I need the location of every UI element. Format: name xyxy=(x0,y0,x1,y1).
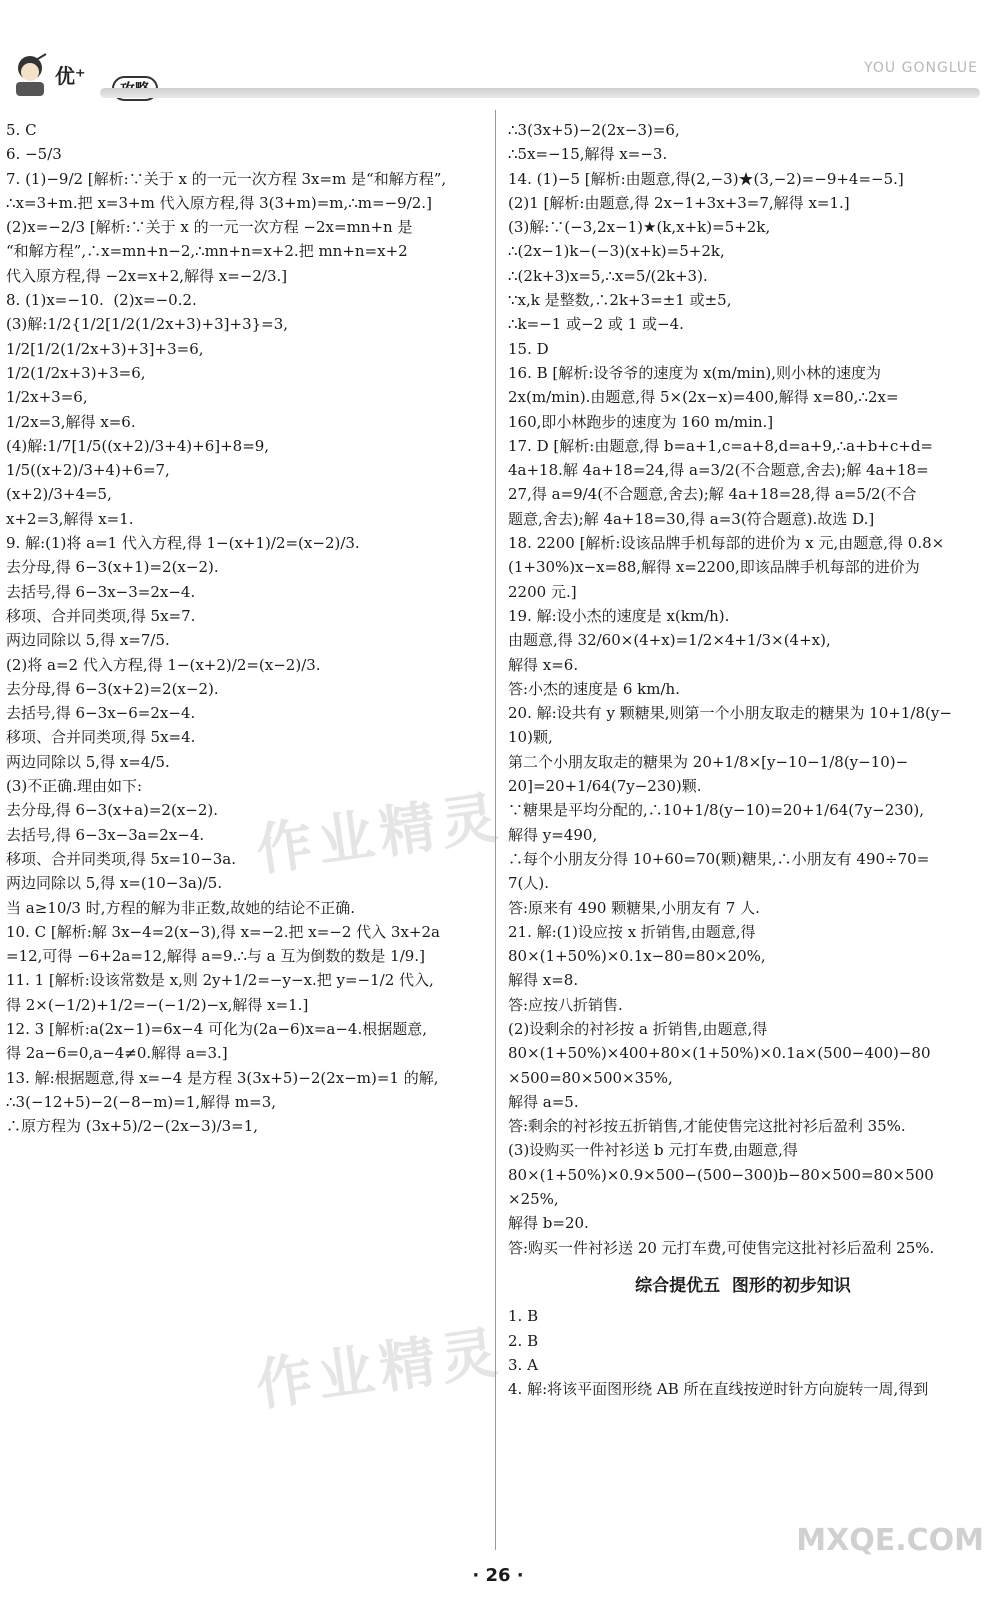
answer-line: 去分母,得 6−3(x+2)=2(x−2). xyxy=(6,679,219,698)
answer-line: 13. 解:根据题意,得 x=−4 是方程 3(3x+5)−2(2x−m)=1 的解, xyxy=(6,1068,439,1087)
answer-line: 1/2(1/2x+3)+3=6, xyxy=(6,363,146,382)
answer-line: 答:小杰的速度是 6 km/h. xyxy=(508,679,680,698)
answer-line: ×25%, xyxy=(508,1190,559,1209)
answer-line: 去括号,得 6−3x−3a=2x−4. xyxy=(6,825,205,844)
answer-line: 10. C [解析:解 3x−4=2(x−3),得 x=−2.把 x=−2 代入 3x+2a xyxy=(6,922,440,941)
answer-line: ∴每个小朋友分得 10+60=70(颗)糖果,∴小朋友有 490÷70= xyxy=(508,849,930,868)
answer-line: ∴3(3x+5)−2(2x−3)=6, xyxy=(508,121,680,139)
answer-line: 3. A xyxy=(508,1355,538,1374)
answer-line: ∴k=−1 或−2 或 1 或−4. xyxy=(508,315,684,334)
answer-line: 两边同除以 5,得 x=4/5. xyxy=(6,752,170,771)
answer-line: 移项、合并同类项,得 5x=7. xyxy=(6,606,196,625)
answer-line: 题意,舍去);解 4a+18=30,得 a=3(符合题意).故选 D.] xyxy=(508,509,875,528)
answer-line: ∵糖果是平均分配的,∴10+1/8(y−10)=20+1/64(7y−230), xyxy=(508,801,924,820)
answer-line: 去括号,得 6−3x−6=2x−4. xyxy=(6,704,196,723)
answer-line: 答:应按八折销售. xyxy=(508,995,623,1014)
answer-line: (2)设剩余的衬衫按 a 折销售,由题意,得 xyxy=(508,1019,768,1038)
answer-line: 4a+18.解 4a+18=24,得 a=3/2(不合题意,舍去);解 4a+18= xyxy=(508,461,929,480)
answer-line: 9. 解:(1)将 a=1 代入方程,得 1−(x+1)/2=(x−2)/3. xyxy=(6,534,360,553)
answer-line: 80×(1+50%)×0.9×500−(500−300)b−80×500=80×500 xyxy=(508,1165,934,1184)
answer-line: 1. B xyxy=(508,1307,539,1326)
answer-line: ∴(2x−1)k−(−3)(x+k)=5+2k, xyxy=(508,242,725,261)
left-column xyxy=(6,118,484,1138)
answer-line: 16. B [解析:设爷爷的速度为 x(m/min),则小林的速度为 xyxy=(508,363,881,382)
answer-line: 2x(m/min).由题意,得 5×(2x−x)=400,解得 x=80,∴2x= xyxy=(508,388,899,407)
answer-line: (x+2)/3+4=5, xyxy=(6,485,112,504)
answer-line: 7(人). xyxy=(508,874,550,893)
column-divider xyxy=(495,110,496,1550)
answer-line: (2)将 a=2 代入方程,得 1−(x+2)/2=(x−2)/3. xyxy=(6,655,321,674)
header-rule xyxy=(100,88,980,98)
answer-line: 80×(1+50%)×400+80×(1+50%)×0.1a×(500−400)−80 xyxy=(508,1044,931,1063)
answer-line: 代入原方程,得 −2x=x+2,解得 x=−2/3.] xyxy=(6,266,288,285)
answer-line: (4)解:1/7[1/5((x+2)/3+4)+6]+8=9, xyxy=(6,436,270,455)
answer-line: 4. 解:将该平面图形绕 AB 所在直线按逆时针方向旋转一周,得到 xyxy=(508,1380,929,1399)
answer-line: 6. −5/3 xyxy=(6,145,62,164)
answer-line: 11. 1 [解析:设该常数是 x,则 2y+1/2=−y−x.把 y=−1/2 代入, xyxy=(6,971,434,990)
answer-line: 2. B xyxy=(508,1331,539,1350)
answer-line: (3)解:∵(−3,2x−1)★(k,x+k)=5+2k, xyxy=(508,218,771,237)
answer-line: 14. (1)−5 [解析:由题意,得(2,−3)★(3,−2)=−9+4=−5.] xyxy=(508,169,904,188)
answer-line: 1/2x+3=6, xyxy=(6,388,88,407)
answer-line: x+2=3,解得 x=1. xyxy=(6,509,134,528)
answer-line: 7. (1)−9/2 [解析:∵关于 x 的一元一次方程 3x=m 是“和解方程”, xyxy=(6,169,447,188)
brand-title: 优⁺ xyxy=(55,64,86,88)
answer-line: 当 a≥10/3 时,方程的解为非正数,故她的结论不正确. xyxy=(6,898,356,917)
answer-line: 2200 元.] xyxy=(508,582,577,601)
answer-line: 解得 x=8. xyxy=(508,971,579,990)
answer-line: 去括号,得 6−3x−3=2x−4. xyxy=(6,582,196,601)
answer-line: 1/2x=3,解得 x=6. xyxy=(6,412,136,431)
answer-line: 解得 y=490, xyxy=(508,825,598,844)
answer-line: 1/2[1/2(1/2x+3)+3]+3=6, xyxy=(6,339,204,358)
answer-line: 8. (1)x=−10. (2)x=−0.2. xyxy=(6,291,197,310)
answer-line: 1/5((x+2)/3+4)+6=7, xyxy=(6,461,170,480)
right-column xyxy=(508,118,978,1401)
answer-line: 解得 b=20. xyxy=(508,1214,589,1233)
answer-line: =12,可得 −6+2a=12,解得 a=9.∴与 a 互为倒数的数是 1/9.] xyxy=(6,947,425,966)
answer-line: 27,得 a=9/4(不合题意,舍去);解 4a+18=28,得 a=5/2(不合 xyxy=(508,485,917,504)
answer-line: 答:剩余的衬衫按五折销售,才能使售完这批衬衫后盈利 35%. xyxy=(508,1117,906,1136)
answer-line: 由题意,得 32/60×(4+x)=1/2×4+1/3×(4+x), xyxy=(508,631,831,650)
answer-line: ∴3(−12+5)−2(−8−m)=1,解得 m=3, xyxy=(6,1092,277,1111)
brand-latin: YOU GONGLUE xyxy=(864,60,978,76)
answer-line: 17. D [解析:由题意,得 b=a+1,c=a+8,d=a+9,∴a+b+c+d= xyxy=(508,436,934,455)
answer-line: 21. 解:(1)设应按 x 折销售,由题意,得 xyxy=(508,922,756,941)
answer-line: “和解方程”,∴x=mn+n−2,∴mn+n=x+2.把 mn+n=x+2 xyxy=(6,242,408,261)
answer-line: 答:原来有 490 颗糖果,小朋友有 7 人. xyxy=(508,898,760,917)
answer-line: (1+30%)x−x=88,解得 x=2200,即该品牌手机每部的进价为 xyxy=(508,558,920,577)
answer-line: 10)颗, xyxy=(508,728,553,747)
answer-line: 12. 3 [解析:a(2x−1)=6x−4 可化为(2a−6)x=a−4.根据题意, xyxy=(6,1019,427,1038)
answer-line: 答:购买一件衬衫送 20 元打车费,可使售完这批衬衫后盈利 25%. xyxy=(508,1238,935,1257)
answer-line: (2)1 [解析:由题意,得 2x−1+3x+3=7,解得 x=1.] xyxy=(508,193,850,212)
answer-line: ∴5x=−15,解得 x=−3. xyxy=(508,145,668,164)
page-header xyxy=(0,0,996,110)
watermark: 作业精灵 xyxy=(252,785,507,884)
answer-line: 移项、合并同类项,得 5x=10−3a. xyxy=(6,849,237,868)
answer-line: 20]=20+1/64(7y−230)颗. xyxy=(508,777,702,796)
answer-line: 两边同除以 5,得 x=7/5. xyxy=(6,631,170,650)
answer-line: 18. 2200 [解析:设该品牌手机每部的进价为 x 元,由题意,得 0.8× xyxy=(508,534,945,553)
answer-line: 去分母,得 6−3(x+a)=2(x−2). xyxy=(6,801,219,820)
answer-line: ∵x,k 是整数,∴2k+3=±1 或±5, xyxy=(508,291,732,310)
answer-line: 20. 解:设共有 y 颗糖果,则第一个小朋友取走的糖果为 10+1/8(y− xyxy=(508,704,952,723)
answer-line: (3)解:1/2{1/2[1/2(1/2x+3)+3]+3}=3, xyxy=(6,315,289,334)
answer-line: 第二个小朋友取走的糖果为 20+1/8×[y−10−1/8(y−10)− xyxy=(508,752,909,771)
site-logo-watermark: MXQE.COM xyxy=(796,1523,984,1558)
answer-line: ∴原方程为 (3x+5)/2−(2x−3)/3=1, xyxy=(6,1117,259,1136)
answer-line: ∴x=3+m.把 x=3+m 代入原方程,得 3(3+m)=m,∴m=−9/2.] xyxy=(6,193,432,212)
section-title: 综合提优五 图形的初步知识 xyxy=(635,1275,851,1296)
answer-line: 移项、合并同类项,得 5x=4. xyxy=(6,728,196,747)
answer-line: 解得 x=6. xyxy=(508,655,579,674)
answer-line: (3)不正确.理由如下: xyxy=(6,777,143,796)
answer-line: ∴(2k+3)x=5,∴x=5/(2k+3). xyxy=(508,266,708,285)
answer-line: 得 2a−6=0,a−4≠0.解得 a=3.] xyxy=(6,1044,228,1063)
watermark: 作业精灵 xyxy=(252,1320,507,1419)
answer-line: 解得 a=5. xyxy=(508,1092,579,1111)
answer-line: ×500=80×500×35%, xyxy=(508,1068,673,1087)
mascot-logo-icon xyxy=(8,52,52,98)
answer-line: 去分母,得 6−3(x+1)=2(x−2). xyxy=(6,558,219,577)
answer-line: 15. D xyxy=(508,339,549,358)
answer-line: 5. C xyxy=(6,121,37,139)
answer-line: 两边同除以 5,得 x=(10−3a)/5. xyxy=(6,874,223,893)
page-number: · 26 · xyxy=(472,1565,524,1586)
answer-line: 得 2×(−1/2)+1/2=−(−1/2)−x,解得 x=1.] xyxy=(6,995,309,1014)
answer-line: 19. 解:设小杰的速度是 x(km/h). xyxy=(508,606,730,625)
answer-line: (3)设购买一件衬衫送 b 元打车费,由题意,得 xyxy=(508,1141,798,1160)
answer-line: 160,即小林跑步的速度为 160 m/min.] xyxy=(508,412,774,431)
answer-line: 80×(1+50%)×0.1x−80=80×20%, xyxy=(508,947,766,966)
answer-line: (2)x=−2/3 [解析:∵关于 x 的一元一次方程 −2x=mn+n 是 xyxy=(6,218,413,237)
